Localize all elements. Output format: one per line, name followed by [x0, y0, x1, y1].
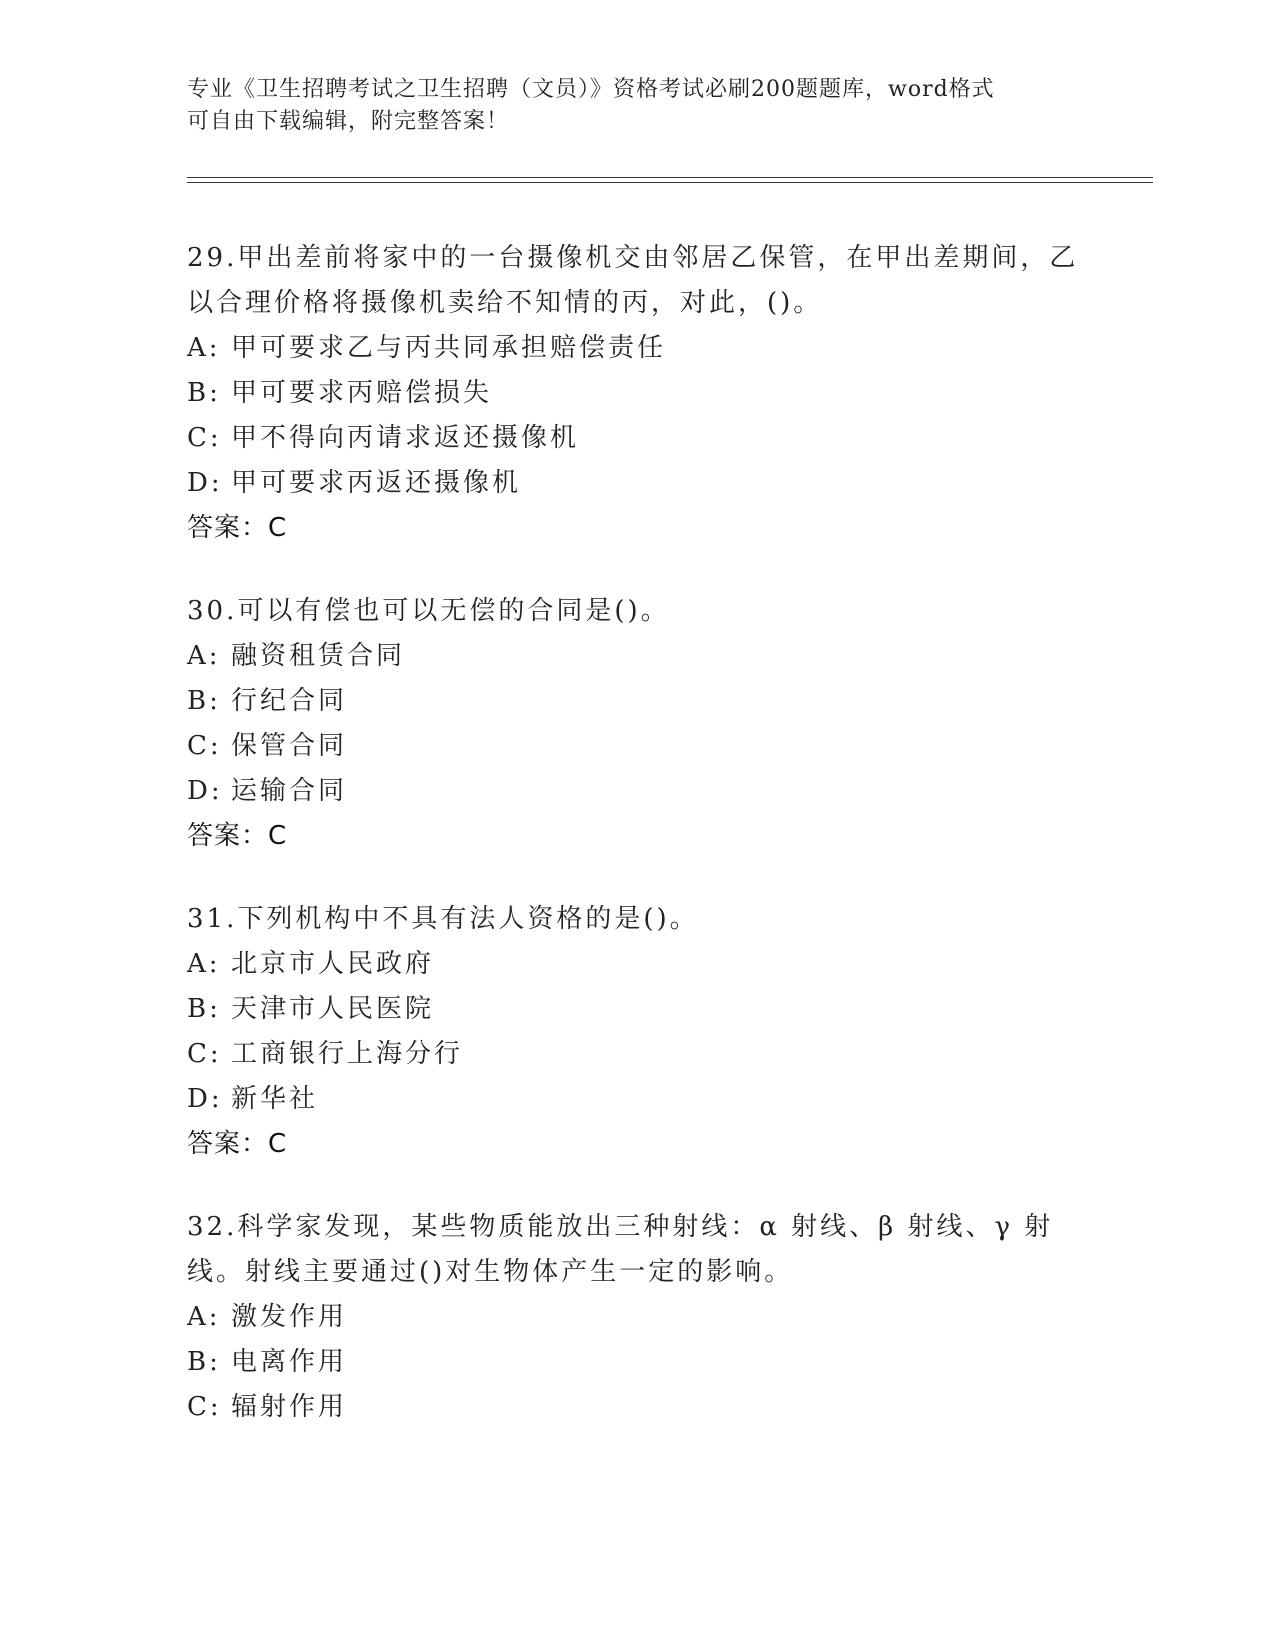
- question-31: [187, 897, 1087, 1167]
- option-a: [187, 326, 1087, 371]
- question-list: [187, 236, 1087, 1468]
- option-b: [187, 679, 1087, 724]
- question-stem-line: 32.科学家发现，某些物质能放出三种射线：α 射线、β 射线、γ 射: [187, 1212, 1054, 1242]
- option-key: A:: [187, 1302, 221, 1332]
- question-stem-line: 以合理价格将摄像机卖给不知情的丙，对此，()。: [187, 288, 823, 318]
- option-key: B:: [187, 1347, 221, 1377]
- option-key: A:: [187, 333, 221, 363]
- question-30: [187, 589, 1087, 859]
- question-stem: [187, 236, 1087, 326]
- option-b: [187, 987, 1087, 1032]
- option-text: 工商银行上海分行: [231, 1039, 464, 1069]
- answer-line: 答案：C: [187, 1129, 288, 1159]
- question-stem: [187, 1205, 1087, 1295]
- question-stem-line: 30.可以有偿也可以无偿的合同是()。: [187, 596, 670, 626]
- option-d: [187, 1077, 1087, 1122]
- answer-line: 答案：C: [187, 513, 288, 543]
- option-key: A:: [187, 641, 221, 671]
- option-text: 融资租赁合同: [231, 641, 406, 671]
- question-stem-line: 31.下列机构中不具有法人资格的是()。: [187, 904, 699, 934]
- option-text: 天津市人民医院: [231, 994, 435, 1024]
- option-b: [187, 371, 1087, 416]
- option-key: B:: [187, 994, 221, 1024]
- option-text: 甲可要求丙返还摄像机: [231, 468, 522, 498]
- option-text: 辐射作用: [231, 1392, 348, 1422]
- option-key: A:: [187, 949, 221, 979]
- option-text: 甲可要求乙与丙共同承担赔偿责任: [231, 333, 667, 363]
- option-text: 电离作用: [231, 1347, 348, 1377]
- option-text: 新华社: [231, 1084, 319, 1114]
- option-c: [187, 1385, 1087, 1430]
- option-text: 运输合同: [231, 776, 348, 806]
- header-title-line-1: 专业《卫生招聘考试之卫生招聘（文员）》资格考试必刷200题题库，word格式: [187, 77, 995, 102]
- option-key: D:: [187, 776, 223, 806]
- option-c: [187, 416, 1087, 461]
- option-d: [187, 461, 1087, 506]
- question-stem: [187, 897, 1087, 942]
- option-a: [187, 634, 1087, 679]
- option-text: 甲不得向丙请求返还摄像机: [231, 423, 580, 453]
- option-a: [187, 942, 1087, 987]
- question-29: [187, 236, 1087, 551]
- option-key: B:: [187, 686, 221, 716]
- option-key: D:: [187, 1084, 223, 1114]
- question-stem-line: 线。射线主要通过()对生物体产生一定的影响。: [187, 1257, 794, 1287]
- option-text: 保管合同: [231, 731, 348, 761]
- answer-line: 答案：C: [187, 821, 288, 851]
- option-key: D:: [187, 468, 223, 498]
- option-key: C:: [187, 731, 222, 761]
- header-title-line-2: 可自由下载编辑，附完整答案！: [187, 109, 510, 134]
- document-header: [187, 74, 1067, 138]
- option-c: [187, 724, 1087, 769]
- option-text: 行纪合同: [231, 686, 348, 716]
- option-text: 甲可要求丙赔偿损失: [231, 378, 493, 408]
- question-stem-line: 29.甲出差前将家中的一台摄像机交由邻居乙保管，在甲出差期间，乙: [187, 243, 1079, 273]
- option-text: 激发作用: [231, 1302, 348, 1332]
- option-c: [187, 1032, 1087, 1077]
- option-key: C:: [187, 423, 222, 453]
- option-key: B:: [187, 378, 221, 408]
- question-32: [187, 1205, 1087, 1430]
- option-a: [187, 1295, 1087, 1340]
- header-divider-top: [187, 177, 1153, 178]
- option-key: C:: [187, 1392, 222, 1422]
- option-b: [187, 1340, 1087, 1385]
- option-d: [187, 769, 1087, 814]
- question-stem: [187, 589, 1087, 634]
- option-key: C:: [187, 1039, 222, 1069]
- header-divider-bottom: [187, 182, 1153, 183]
- option-text: 北京市人民政府: [231, 949, 435, 979]
